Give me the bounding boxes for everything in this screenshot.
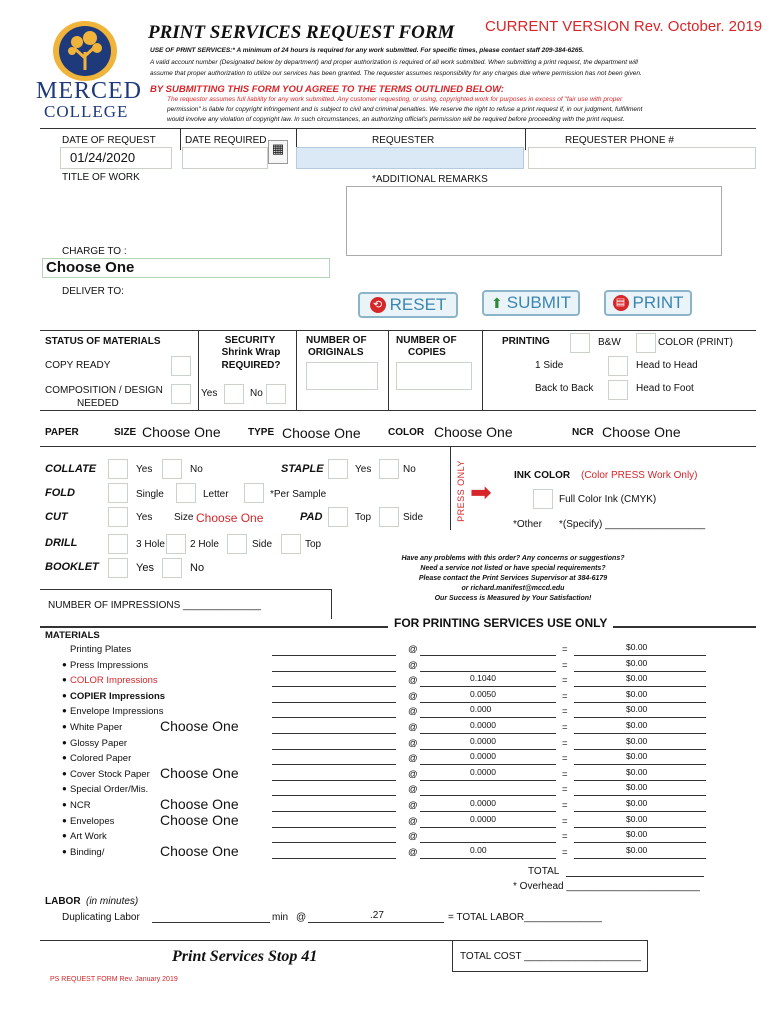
- material-qty-line[interactable]: [272, 671, 396, 672]
- material-row-label: Envelope Impressions: [70, 706, 164, 718]
- collate-no: No: [190, 464, 203, 475]
- title-field[interactable]: [40, 186, 340, 236]
- equals-sign: =: [562, 831, 568, 843]
- at-label: @: [296, 912, 307, 923]
- drill-3hole-checkbox[interactable]: [108, 534, 128, 554]
- drill-side: Side: [252, 539, 273, 550]
- fold-letter: Letter: [203, 489, 229, 500]
- copies-field[interactable]: [396, 362, 472, 390]
- at-symbol: @: [408, 722, 418, 733]
- material-rate: 0.0000: [470, 751, 496, 762]
- material-total: $0.00: [626, 642, 648, 652]
- material-row-label: Special Order/Mis.: [70, 784, 149, 796]
- material-rate: 0.0000: [470, 720, 496, 730]
- terms-1: The requestor assumes full liability for any work submitted. Any customer requesting, or using, copyrighted work for purposes in excess of "fair use with proper: [167, 96, 623, 103]
- material-rate-line: [420, 764, 556, 765]
- paper-label: PAPER: [45, 427, 79, 438]
- material-qty-line[interactable]: [272, 717, 396, 718]
- security-label-2: Shrink Wrap: [221, 347, 281, 358]
- reset-icon: ⟲: [370, 297, 386, 313]
- material-total-line: [574, 702, 706, 703]
- material-qty-line[interactable]: [272, 858, 396, 859]
- material-total-line: [574, 717, 706, 718]
- material-row-label: COLOR Impressions: [70, 675, 158, 687]
- security-yes-label: Yes: [201, 388, 218, 399]
- booklet-no: No: [190, 562, 205, 574]
- min-label: min: [272, 912, 289, 923]
- other-label: *Other: [513, 519, 542, 530]
- composition-checkbox[interactable]: [171, 384, 191, 404]
- equals-sign: =: [562, 690, 568, 702]
- material-choose-select[interactable]: Choose One: [160, 718, 239, 734]
- material-choose-select[interactable]: Choose One: [160, 811, 239, 828]
- material-rate: 0.0000: [470, 798, 496, 808]
- material-choose-select[interactable]: Choose One: [160, 764, 239, 781]
- right-arrow-icon: ➡: [470, 477, 492, 507]
- material-total: $0.00: [626, 704, 648, 715]
- one-side-checkbox[interactable]: [608, 356, 628, 376]
- one-side-label: 1 Side: [535, 360, 564, 371]
- cut-size-label: Size: [174, 512, 194, 523]
- requester-field[interactable]: [296, 147, 524, 169]
- material-total: $0.00: [626, 720, 648, 730]
- print-label: PRINT: [632, 293, 684, 312]
- deliver-field[interactable]: [42, 298, 347, 320]
- paper-type-select[interactable]: Choose One: [282, 425, 361, 441]
- date-required-field[interactable]: [182, 147, 268, 169]
- material-qty-line[interactable]: [272, 749, 396, 750]
- phone-label: REQUESTER PHONE #: [565, 135, 674, 146]
- at-symbol: @: [408, 753, 418, 765]
- collate-label: COLLATE: [45, 463, 97, 475]
- security-yes-checkbox[interactable]: [224, 384, 244, 404]
- pad-top: Top: [355, 512, 372, 523]
- material-row-label: Cover Stock Paper: [70, 768, 150, 780]
- logo-text-merced: MERCED: [36, 78, 143, 104]
- at-symbol: @: [408, 831, 418, 843]
- material-total: $0.00: [626, 798, 648, 808]
- at-symbol: @: [408, 659, 418, 671]
- material-total-line: [574, 671, 706, 672]
- row-bullet: ●: [62, 784, 67, 794]
- ink-color-note: (Color PRESS Work Only): [581, 470, 698, 481]
- material-qty-line[interactable]: [272, 827, 396, 828]
- material-qty-line[interactable]: [272, 655, 396, 656]
- materials-label: MATERIALS: [45, 630, 100, 641]
- material-total: $0.00: [626, 735, 648, 746]
- print-button[interactable]: [604, 290, 692, 316]
- material-total-line: [574, 764, 706, 765]
- security-label: SECURITY: [224, 335, 276, 346]
- staple-yes-checkbox[interactable]: [328, 459, 348, 479]
- at-symbol: @: [408, 800, 418, 811]
- material-row-label: White Paper: [70, 722, 123, 733]
- use-text-3: assume that proper authorization to utilize our services has been granted. The requester assumes responsibility for any charges due where permission has not been given.: [150, 70, 642, 77]
- page-title: PRINT SERVICES REQUEST FORM: [148, 22, 455, 43]
- press-only-label: PRESS ONLY: [455, 460, 466, 522]
- material-row-label: Art Work: [70, 831, 107, 843]
- material-total-line: [574, 686, 706, 687]
- row-bullet: ●: [62, 846, 67, 856]
- originals-label: NUMBER OF: [306, 335, 367, 346]
- equals-sign: =: [562, 768, 568, 780]
- material-choose-select[interactable]: Choose One: [160, 796, 239, 812]
- at-symbol: @: [408, 690, 418, 702]
- title-label: TITLE OF WORK: [62, 172, 140, 183]
- row-bullet: ●: [62, 831, 67, 841]
- pad-side-checkbox[interactable]: [379, 507, 399, 527]
- submit-label: SUBMIT: [506, 293, 571, 312]
- row-bullet: ●: [62, 706, 67, 716]
- total-cost-label: TOTAL COST _____________________: [460, 951, 641, 962]
- material-row-label: Press Impressions: [70, 659, 149, 671]
- full-color-label: Full Color Ink (CMYK): [559, 494, 657, 505]
- cut-yes-checkbox[interactable]: [108, 507, 128, 527]
- terms-3: would involve any violation of copyright law. In such circumstances, an authorizing official's permission will be required before proceeding with the print request.: [167, 116, 625, 123]
- row-bullet: ●: [62, 675, 67, 685]
- material-qty-line[interactable]: [272, 686, 396, 687]
- drill-3hole: 3 Hole: [136, 539, 165, 550]
- submit-button[interactable]: [482, 290, 580, 316]
- back-to-back-label: Back to Back: [535, 383, 594, 394]
- reset-label: RESET: [389, 295, 447, 314]
- fold-letter-checkbox[interactable]: [176, 483, 196, 503]
- logo-text-college: COLLEGE: [44, 102, 129, 121]
- at-symbol: @: [408, 846, 418, 858]
- charge-value: Choose One: [46, 259, 135, 276]
- dup-labor-label: Duplicating Labor: [62, 912, 140, 923]
- drill-2hole: 2 Hole: [190, 539, 219, 550]
- row-bullet: ●: [62, 753, 67, 763]
- composition-label: COMPOSITION / DESIGN: [45, 385, 163, 396]
- total-label: TOTAL: [528, 866, 560, 877]
- equals-sign: =: [562, 753, 568, 765]
- stop-label: Print Services Stop 41: [172, 948, 318, 965]
- material-total: $0.00: [626, 688, 648, 699]
- ncr-label: NCR: [572, 427, 594, 438]
- size-label: SIZE: [114, 427, 137, 438]
- phone-field[interactable]: [528, 147, 756, 169]
- material-total-line: [574, 858, 706, 859]
- equals-sign: =: [562, 722, 568, 733]
- material-total: $0.00: [626, 829, 648, 840]
- footer-label: PS REQUEST FORM Rev. January 2019: [50, 976, 178, 983]
- use-text: USE OF PRINT SERVICES:* A minimum of 24 hours is required for any work submitted. For specific times, please contact staff 209-384-6265.: [150, 47, 584, 54]
- row-bullet: ●: [62, 800, 67, 809]
- impressions-label: NUMBER OF IMPRESSIONS ______________: [48, 600, 261, 611]
- help-line-4: or richard.manifest@mccd.edu: [461, 585, 565, 592]
- paper-size-select[interactable]: Choose One: [142, 424, 221, 440]
- specify-label: *(Specify) __________________: [559, 519, 706, 530]
- at-symbol: @: [408, 644, 418, 655]
- material-choose-select[interactable]: Choose One: [160, 842, 239, 859]
- submit-icon: ⬆: [491, 294, 503, 311]
- material-rate-line: [420, 749, 556, 750]
- material-rate-line: [420, 733, 556, 734]
- labor-label: LABOR: [45, 896, 81, 907]
- composition-label-2: NEEDED: [77, 398, 119, 409]
- security-no-label: No: [250, 388, 263, 399]
- head-to-head-label: Head to Head: [636, 360, 698, 371]
- material-total: $0.00: [626, 844, 648, 855]
- material-qty-line[interactable]: [272, 842, 396, 843]
- status-label: STATUS OF MATERIALS: [45, 336, 161, 347]
- material-rate: 0.0000: [470, 813, 496, 824]
- equals-sign: =: [562, 675, 568, 687]
- drill-label: DRILL: [45, 537, 78, 549]
- material-row-label: NCR: [70, 800, 91, 811]
- staple-yes: Yes: [355, 464, 372, 475]
- equals-sign: =: [562, 737, 568, 749]
- charge-label: CHARGE TO :: [62, 246, 127, 257]
- material-rate: 0.000: [470, 704, 492, 715]
- material-rate: 0.1040: [470, 673, 496, 684]
- ncr-select[interactable]: Choose One: [602, 424, 681, 440]
- collate-yes: Yes: [136, 464, 153, 475]
- row-bullet: ●: [62, 690, 67, 700]
- staple-label: STAPLE: [281, 463, 324, 475]
- material-rate-line: [420, 811, 556, 812]
- row-bullet: ●: [62, 722, 67, 731]
- labor-rate: .27: [370, 910, 384, 921]
- collate-no-checkbox[interactable]: [162, 459, 182, 479]
- help-line-2: Need a service not listed or have special requirements?: [420, 565, 606, 572]
- material-qty-line[interactable]: [272, 795, 396, 796]
- originals-label-2: ORIGINALS: [308, 347, 364, 358]
- material-rate-line: [420, 702, 556, 703]
- material-total-line: [574, 795, 706, 796]
- row-bullet: ●: [62, 737, 67, 747]
- fold-single: Single: [136, 489, 164, 500]
- at-symbol: @: [408, 768, 418, 780]
- material-total-line: [574, 827, 706, 828]
- drill-side-checkbox[interactable]: [227, 534, 247, 554]
- equals-sign: =: [562, 846, 568, 858]
- pad-side: Side: [403, 512, 424, 523]
- calendar-icon[interactable]: ▦: [268, 140, 288, 164]
- college-logo: [36, 18, 143, 121]
- fold-label: FOLD: [45, 487, 75, 499]
- pad-top-checkbox[interactable]: [328, 507, 348, 527]
- material-row-label: COPIER Impressions: [70, 690, 166, 702]
- at-symbol: @: [408, 737, 418, 749]
- type-label: TYPE: [248, 427, 275, 438]
- material-qty-line[interactable]: [272, 764, 396, 765]
- at-symbol: @: [408, 675, 418, 687]
- material-total: $0.00: [626, 813, 648, 824]
- equals-sign: =: [562, 706, 568, 718]
- material-rate-line: [420, 655, 556, 656]
- material-total: $0.00: [626, 766, 648, 777]
- help-line-1: Have any problems with this order? Any concerns or suggestions?: [401, 555, 625, 562]
- requester-label: REQUESTER: [372, 135, 435, 146]
- material-qty-line[interactable]: [272, 702, 396, 703]
- booklet-yes: Yes: [136, 562, 154, 574]
- color-label: COLOR: [388, 427, 425, 438]
- row-bullet: ●: [62, 768, 67, 778]
- at-symbol: @: [408, 706, 418, 718]
- equals-sign: =: [562, 815, 568, 827]
- total-labor-label: = TOTAL LABOR______________: [448, 912, 602, 923]
- material-qty-line[interactable]: [272, 811, 396, 812]
- material-total-line: [574, 749, 706, 750]
- material-row-label: Colored Paper: [70, 753, 132, 765]
- material-rate: 0.00: [470, 844, 487, 855]
- collate-yes-checkbox[interactable]: [108, 459, 128, 479]
- reset-button[interactable]: [358, 292, 458, 318]
- material-rate-line: [420, 780, 556, 781]
- terms-2: permission" is liable for copyright infringement and is subject to civil and criminal penalties. We reserve the right to refuse a print request if, in our judgment, fulfillment: [167, 106, 643, 113]
- material-total-line: [574, 780, 706, 781]
- date-of-request-value: 01/24/2020: [70, 150, 136, 165]
- color-print-checkbox[interactable]: [636, 333, 656, 353]
- material-rate-line: [420, 827, 556, 828]
- help-box: [378, 554, 648, 604]
- row-bullet: ●: [62, 815, 67, 825]
- overhead-label: * Overhead ________________________: [513, 881, 700, 892]
- material-rate-line: [420, 858, 556, 859]
- agree-heading: BY SUBMITTING THIS FORM YOU AGREE TO THE TERMS OUTLINED BELOW:: [150, 84, 504, 95]
- copy-ready-label: COPY READY: [45, 360, 111, 371]
- material-total: $0.00: [626, 673, 648, 684]
- remarks-label: *ADDITIONAL REMARKS: [372, 174, 488, 185]
- material-total: $0.00: [626, 782, 648, 793]
- material-rate: 0.0000: [470, 766, 496, 777]
- per-sample-checkbox[interactable]: [244, 483, 264, 503]
- remarks-field[interactable]: [346, 186, 722, 256]
- copy-ready-checkbox[interactable]: [171, 356, 191, 376]
- material-row-label: Envelopes: [70, 815, 115, 827]
- help-line-5: Our Success is Measured by Your Satisfaction!: [434, 595, 592, 602]
- equals-sign: =: [562, 644, 568, 655]
- material-rate-line: [420, 686, 556, 687]
- head-to-foot-label: Head to Foot: [636, 383, 694, 394]
- originals-field[interactable]: [306, 362, 378, 390]
- material-rate-line: [420, 795, 556, 796]
- equals-sign: =: [562, 784, 568, 796]
- ink-color-label: INK COLOR: [514, 470, 571, 481]
- bw-checkbox[interactable]: [570, 333, 590, 353]
- cut-size-select[interactable]: Choose One: [196, 511, 264, 525]
- material-rate-line: [420, 842, 556, 843]
- material-row-label: Binding/: [70, 846, 105, 858]
- material-rate: 0.0000: [470, 735, 496, 746]
- date-of-request-label: DATE OF REQUEST: [62, 135, 156, 146]
- booklet-label: BOOKLET: [45, 561, 99, 573]
- security-no-checkbox[interactable]: [266, 384, 286, 404]
- material-total-line: [574, 842, 706, 843]
- drill-2hole-checkbox[interactable]: [166, 534, 186, 554]
- material-total: $0.00: [626, 751, 648, 762]
- cut-yes: Yes: [136, 512, 153, 523]
- back-to-back-checkbox[interactable]: [608, 380, 628, 400]
- booklet-no-checkbox[interactable]: [162, 558, 182, 578]
- material-row-label: Printing Plates: [70, 644, 132, 655]
- drill-top-checkbox[interactable]: [281, 534, 301, 554]
- office-use-heading: FOR PRINTING SERVICES USE ONLY: [388, 616, 613, 630]
- printer-icon: ▤: [613, 295, 629, 311]
- paper-color-select[interactable]: Choose One: [434, 424, 513, 440]
- cut-label: CUT: [45, 511, 68, 523]
- material-total-line: [574, 733, 706, 734]
- material-rate: 0.0050: [470, 688, 496, 699]
- staple-no-checkbox[interactable]: [379, 459, 399, 479]
- material-qty-line[interactable]: [272, 733, 396, 734]
- drill-top: Top: [305, 539, 322, 550]
- material-total: $0.00: [626, 657, 648, 668]
- version-label: CURRENT VERSION Rev. October. 2019: [485, 18, 763, 35]
- row-bullet: ●: [62, 659, 67, 669]
- deliver-label: DELIVER TO:: [62, 286, 124, 297]
- pad-label: PAD: [300, 511, 323, 523]
- copies-label-2: COPIES: [408, 347, 446, 358]
- per-sample: *Per Sample: [270, 489, 327, 500]
- at-symbol: @: [408, 815, 418, 827]
- material-qty-line[interactable]: [272, 780, 396, 781]
- bw-label: B&W: [598, 337, 621, 348]
- equals-sign: =: [562, 659, 568, 671]
- printing-label: PRINTING: [502, 336, 550, 347]
- date-required-label: DATE REQUIRED: [185, 135, 267, 146]
- security-label-3: REQUIRED?: [221, 360, 281, 371]
- material-rate-line: [420, 717, 556, 718]
- full-color-checkbox[interactable]: [533, 489, 553, 509]
- labor-note: (in minutes): [86, 896, 139, 907]
- copies-label: NUMBER OF: [396, 335, 457, 346]
- staple-no: No: [403, 464, 416, 475]
- material-total-line: [574, 655, 706, 656]
- material-rate-line: [420, 671, 556, 672]
- at-symbol: @: [408, 784, 418, 796]
- material-total-line: [574, 811, 706, 812]
- booklet-yes-checkbox[interactable]: [108, 558, 128, 578]
- color-print-label: COLOR (PRINT): [658, 337, 733, 348]
- material-row-label: Glossy Paper: [70, 737, 128, 749]
- equals-sign: =: [562, 800, 568, 811]
- help-line-3: Please contact the Print Services Supervisor at 384-6179: [418, 575, 608, 582]
- fold-single-checkbox[interactable]: [108, 483, 128, 503]
- use-text-2: A valid account number (Designated below by department) and proper authorization is required of all work submitted. When submitting a print request, the department will: [150, 59, 638, 66]
